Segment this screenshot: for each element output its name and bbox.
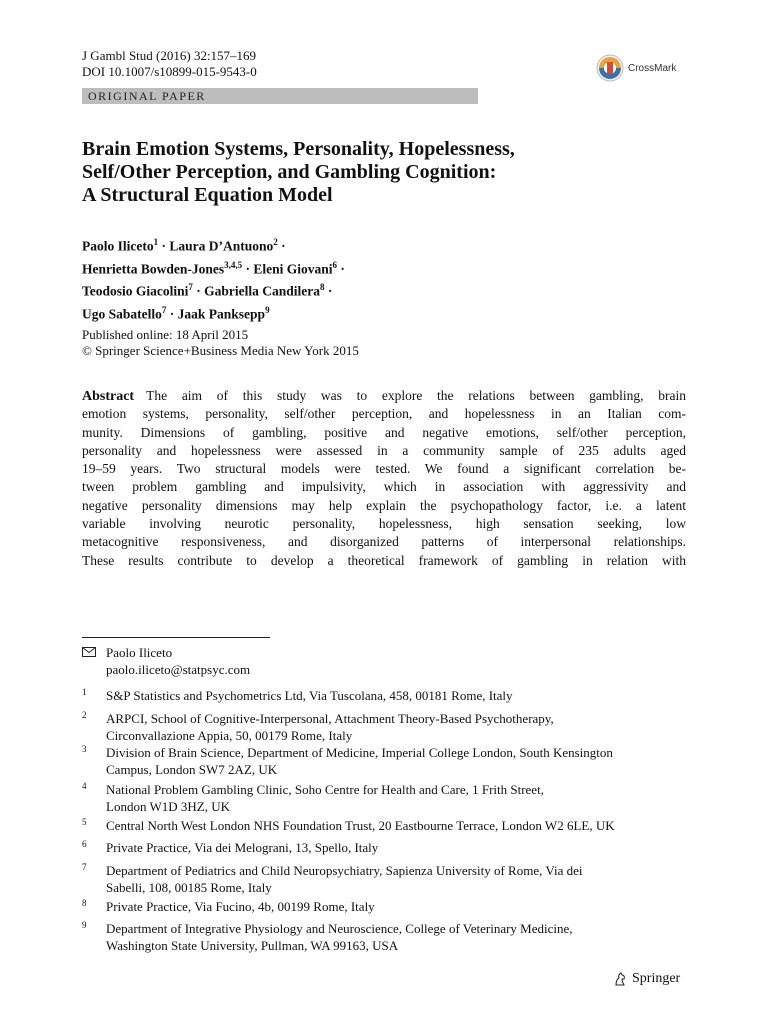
title-line: A Structural Equation Model	[82, 184, 333, 206]
affiliation	[82, 744, 692, 778]
correspondence-email[interactable]: paolo.iliceto@statpsyc.com	[106, 662, 251, 677]
crossmark-badge[interactable]	[596, 54, 676, 82]
affiliation-text	[106, 781, 544, 815]
affiliation	[82, 862, 692, 896]
published-online: Published online: 18 April 2015	[82, 327, 249, 342]
affiliation	[82, 839, 692, 856]
author-separator: ·	[277, 238, 286, 254]
affiliation-line: Sabelli, 108, 00185 Rome, Italy	[106, 880, 272, 895]
affiliation-line: ARPCI, School of Cognitive-Interpersonal, Attachment Theory-Based Psychotherapy,	[106, 711, 554, 726]
doi-line[interactable]: DOI 10.1007/s10899-015-9543-0	[82, 64, 257, 79]
author-name[interactable]: Laura D’Antuono	[169, 238, 274, 254]
author-line	[82, 278, 345, 301]
author-separator: ·	[166, 306, 175, 321]
author-separator: ·	[158, 238, 166, 254]
affiliation	[82, 710, 692, 744]
affiliation-line: National Problem Gambling Clinic, Soho Centre for Health and Care, 1 Frith Street,	[106, 782, 544, 797]
affiliation-text	[106, 744, 613, 778]
abstract-line: 19–59 years. Two structural models were tested. We found a significant correlation be-	[82, 461, 686, 477]
author-affil-sup: 9	[265, 304, 270, 315]
affiliation-text	[106, 862, 583, 896]
affiliation-line: Division of Brain Science, Department of Medicine, Imperial College London, South Kensington	[106, 745, 613, 760]
affiliation-line: Circonvallazione Appia, 50, 00179 Rome, Italy	[106, 728, 353, 743]
title-line: Brain Emotion Systems, Personality, Hopelessness,	[82, 138, 515, 160]
abstract-line: emotion systems, personality, self/other perception, and hopelessness in an Italian com-	[82, 406, 686, 422]
author-name[interactable]: Teodosio Giacolini	[82, 283, 189, 299]
affiliation-line: Private Practice, Via Fucino, 4b, 00199 Rome, Italy	[106, 899, 375, 914]
correspondence	[82, 644, 482, 678]
affiliation-text	[106, 920, 573, 954]
affiliation-line: S&P Statistics and Psychometrics Ltd, Via Tuscolana, 458, 00181 Rome, Italy	[106, 688, 513, 703]
abstract-text: The aim of this study was to explore the relations between gambling, brain	[146, 388, 686, 403]
publication-info	[82, 327, 359, 359]
journal-citation	[82, 48, 257, 80]
crossmark-icon	[596, 54, 624, 82]
crossmark-label: CrossMark	[628, 62, 677, 74]
affiliation-number: 8	[82, 898, 87, 908]
author-affil-sup: 8	[320, 282, 325, 292]
affiliation-line: Campus, London SW7 2AZ, UK	[106, 762, 278, 777]
abstract-line: variable involving neurotic personality, hopelessness, high sensation seeking, low	[82, 516, 686, 532]
abstract-line: negative personality dimensions may help explain the psychopathology factor, i.e. a latent	[82, 497, 686, 513]
title-line: Self/Other Perception, and Gambling Cognition:	[82, 161, 497, 183]
affiliation-line: Department of Integrative Physiology and Neuroscience, College of Veterinary Medicine,	[106, 921, 573, 936]
author-name[interactable]: Paolo Iliceto	[82, 238, 154, 254]
author-affil-sup: 2	[273, 237, 278, 247]
affiliation-line: Central North West London NHS Foundation Trust, 20 Eastbourne Terrace, London W2 6LE, UK	[106, 818, 615, 833]
author-name[interactable]: Ugo Sabatello	[82, 306, 162, 321]
author-name[interactable]: Henrietta Bowden-Jones	[82, 261, 225, 276]
copyright-line: © Springer Science+Business Media New York 2015	[82, 343, 359, 358]
affiliation-number: 9	[82, 920, 87, 930]
footnote-divider	[82, 637, 270, 638]
author-name[interactable]: Gabriella Candilera	[204, 283, 321, 299]
affiliation-line: Washington State University, Pullman, WA 99163, USA	[106, 938, 399, 953]
affiliation-number: 3	[82, 744, 87, 754]
correspondence-name: Paolo Iliceto	[106, 645, 173, 660]
affiliation-number: 7	[82, 862, 87, 872]
affiliation	[82, 898, 692, 915]
abstract-label: Abstract	[82, 389, 135, 404]
author-separator: ·	[324, 283, 333, 299]
abstract	[82, 387, 686, 570]
affiliation	[82, 687, 692, 704]
publisher-footer	[612, 971, 680, 987]
abstract-line: munity. Dimensions of gambling, positive and negative emotions, self/other perception,	[82, 424, 686, 440]
author-affil-sup: 3,4,5	[224, 259, 243, 270]
affiliation-line: London W1D 3HZ, UK	[106, 799, 230, 814]
affiliation-text	[106, 687, 513, 704]
section-label: ORIGINAL PAPER	[88, 89, 206, 103]
affiliation-number: 5	[82, 817, 87, 827]
envelope-icon	[82, 647, 96, 657]
abstract-line: metacognitive responsiveness, and disorganized patterns of interpersonal relationships.	[82, 534, 686, 550]
affiliation-number: 1	[82, 687, 87, 697]
article-title	[82, 138, 642, 207]
affiliation	[82, 817, 692, 834]
author-line	[82, 256, 345, 279]
affiliation-text	[106, 898, 375, 915]
affiliation-text	[106, 817, 615, 834]
abstract-line: These results contribute to develop a theoretical framework of gambling in relation with	[82, 552, 686, 568]
author-separator: ·	[337, 261, 345, 276]
abstract-line: tween problem gambling and impulsivity, which in association with aggressivity and	[82, 479, 686, 495]
journal-line: J Gambl Stud (2016) 32:157–169	[82, 48, 257, 63]
affiliation	[82, 920, 692, 954]
author-affil-sup: 1	[153, 237, 159, 247]
author-separator: ·	[192, 283, 201, 299]
author-separator: ·	[242, 261, 251, 276]
publisher-name: Springer	[632, 971, 681, 986]
affiliation-line: Private Practice, Via dei Melograni, 13, Spello, Italy	[106, 840, 379, 855]
affiliation-text	[106, 710, 554, 744]
affiliation-number: 6	[82, 839, 87, 849]
correspondence-text	[106, 644, 250, 678]
author-affil-sup: 6	[332, 259, 338, 270]
affiliation-line: Department of Pediatrics and Child Neuropsychiatry, Sapienza University of Rome, Via dei	[106, 863, 583, 878]
author-affil-sup: 7	[188, 282, 193, 292]
author-line	[82, 301, 345, 324]
author-name[interactable]: Eleni Giovani	[253, 261, 333, 276]
author-line	[82, 233, 345, 256]
author-list	[82, 233, 345, 323]
affiliation	[82, 781, 692, 815]
author-name[interactable]: Jaak Panksepp	[177, 306, 266, 321]
affiliation-number: 2	[82, 710, 87, 720]
author-affil-sup: 7	[161, 304, 167, 315]
affiliation-text	[106, 839, 378, 856]
affiliation-number: 4	[82, 781, 87, 791]
abstract-line	[82, 387, 686, 405]
springer-horse-icon	[612, 971, 628, 987]
abstract-line: personality and hopelessness were assessed in a community sample of 235 adults aged	[82, 442, 686, 458]
